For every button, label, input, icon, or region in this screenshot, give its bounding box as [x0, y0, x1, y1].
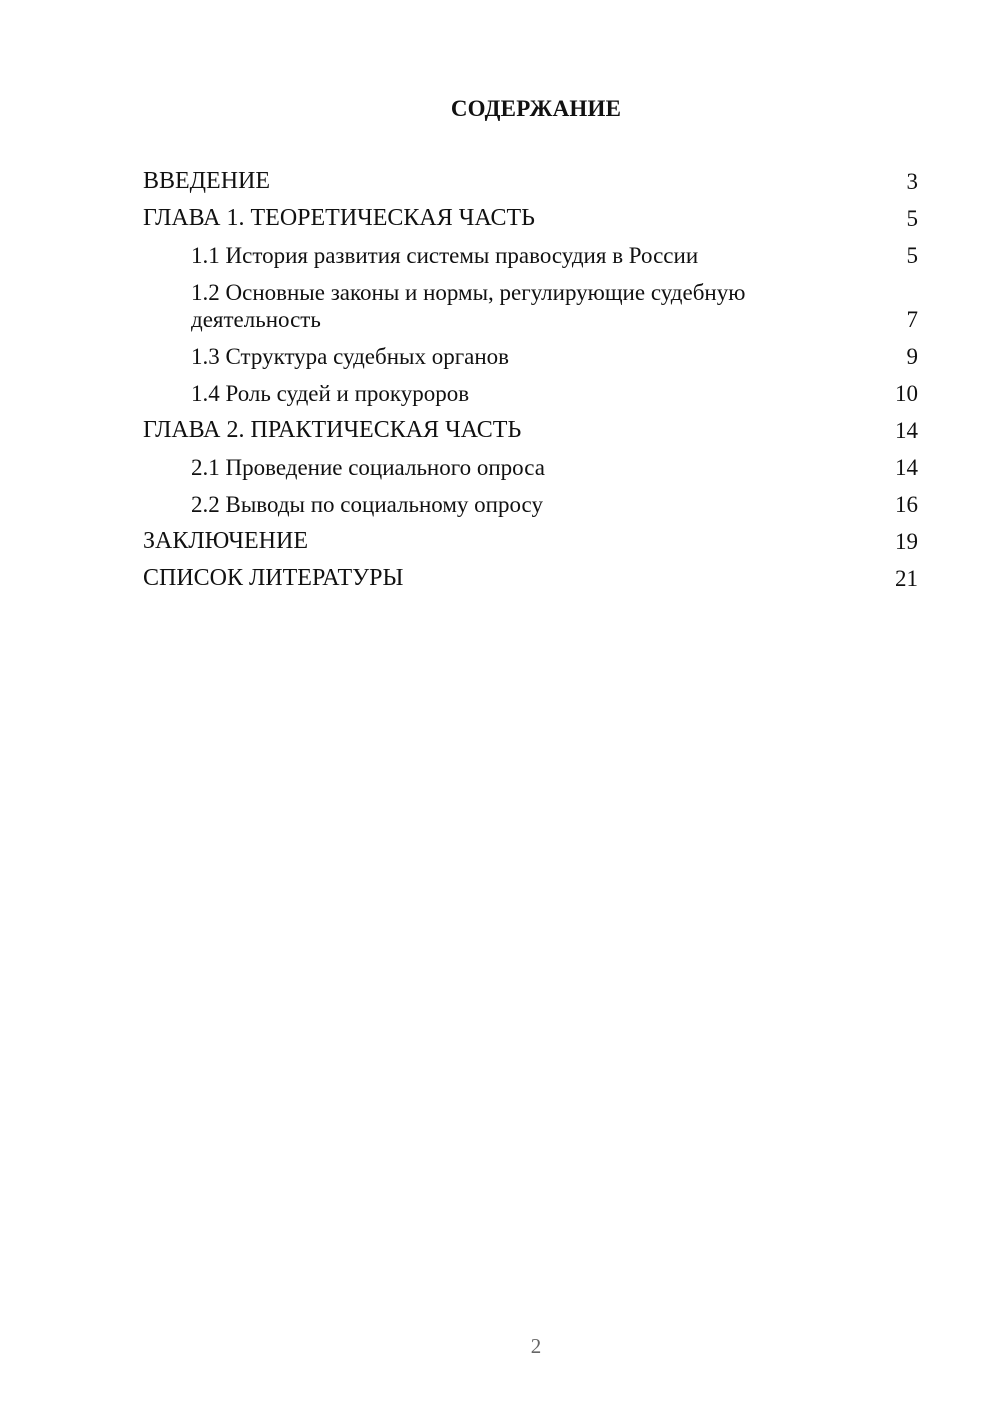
- toc-item-section-1-1[interactable]: [143, 242, 918, 279]
- toc-item-label: ВВЕДЕНИЕ: [143, 168, 271, 194]
- toc-item-section-1-3[interactable]: [143, 343, 918, 380]
- toc-item-page: 19: [895, 529, 918, 554]
- toc-item-label: СПИСОК ЛИТЕРАТУРЫ: [143, 565, 404, 591]
- toc-item-page: 21: [895, 566, 918, 591]
- toc-item-label: 2.1 Проведение социального опроса: [191, 455, 545, 480]
- toc-item-page: 3: [906, 169, 918, 194]
- toc-item-label: ГЛАВА 1. ТЕОРЕТИЧЕСКАЯ ЧАСТЬ: [143, 205, 535, 231]
- toc-item-page: 14: [895, 455, 918, 480]
- toc-item-introduction[interactable]: [143, 168, 918, 205]
- toc-item-section-2-2[interactable]: [143, 491, 918, 528]
- toc-item-label: ГЛАВА 2. ПРАКТИЧЕСКАЯ ЧАСТЬ: [143, 417, 522, 443]
- toc-item-section-1-2[interactable]: [143, 279, 918, 343]
- toc-item-page: 7: [906, 307, 918, 332]
- toc-item-page: 5: [906, 243, 918, 268]
- toc-item-page: 5: [906, 206, 918, 231]
- toc-item-references[interactable]: [143, 565, 918, 602]
- page-number: 2: [530, 1334, 542, 1358]
- page-title: СОДЕРЖАНИЕ: [450, 96, 622, 121]
- toc-item-label: ЗАКЛЮЧЕНИЕ: [143, 528, 308, 554]
- toc-item-label: 1.1 История развития системы правосудия в России: [191, 243, 699, 268]
- toc-item-section-1-4[interactable]: [143, 380, 918, 417]
- toc-item-page: 10: [895, 381, 918, 406]
- toc-item-chapter-2[interactable]: [143, 417, 918, 454]
- toc-item-chapter-1[interactable]: [143, 205, 918, 242]
- toc-item-section-2-1[interactable]: [143, 454, 918, 491]
- toc-item-conclusion[interactable]: [143, 528, 918, 565]
- toc-item-page: 14: [895, 418, 918, 443]
- toc-item-label-line2: деятельность: [191, 307, 321, 332]
- toc-item-page: 16: [895, 492, 918, 517]
- toc-item-page: 9: [906, 344, 918, 369]
- toc-item-label: 2.2 Выводы по социальному опросу: [191, 492, 543, 517]
- table-of-contents: [143, 168, 918, 602]
- toc-item-label: 1.4 Роль судей и прокуроров: [191, 381, 470, 406]
- toc-item-label: 1.3 Структура судебных органов: [191, 344, 510, 369]
- toc-item-label-line1: 1.2 Основные законы и нормы, регулирующие судебную: [191, 280, 746, 305]
